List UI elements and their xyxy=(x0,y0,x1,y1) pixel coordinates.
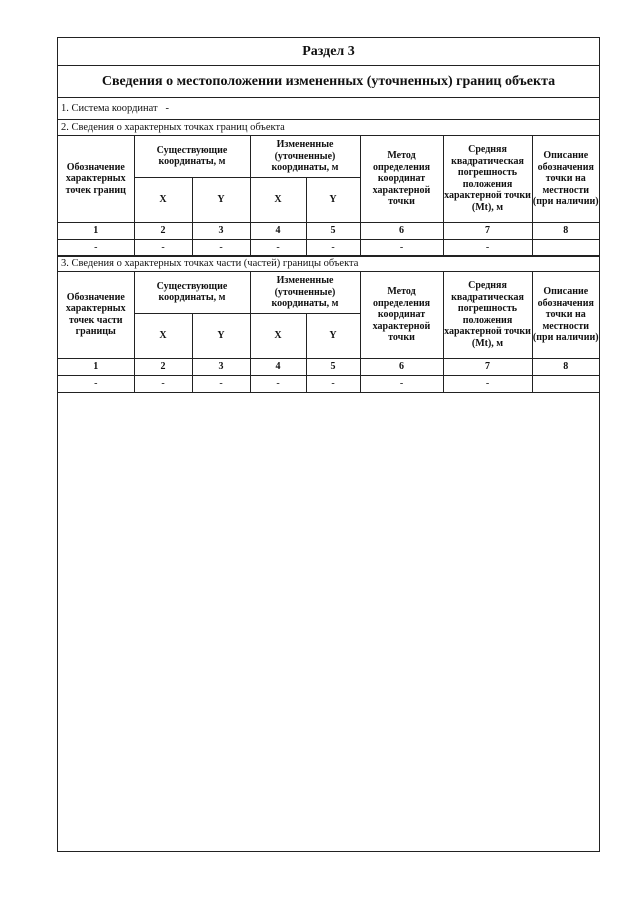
changed-x-header: X xyxy=(250,177,306,222)
table-cell: - xyxy=(360,375,443,392)
table-cell: - xyxy=(443,239,532,256)
col-description-header: Описание обозначения точки на местности (при наличии) xyxy=(532,136,599,222)
table-cell: - xyxy=(250,239,306,256)
table-cell: - xyxy=(134,239,192,256)
table-cell xyxy=(532,239,599,256)
section2-table xyxy=(58,136,599,257)
col-method-header: Метод определения координат характерной точки xyxy=(360,272,443,358)
changed-y-header: Y xyxy=(306,313,360,358)
table-cell: - xyxy=(192,239,250,256)
column-number: 8 xyxy=(532,358,599,375)
table-row xyxy=(58,239,599,256)
existing-y-header: Y xyxy=(192,313,250,358)
section3-title: 3. Сведения о характерных точках части (частей) границы объекта xyxy=(58,255,599,272)
column-number: 4 xyxy=(250,358,306,375)
column-numbers-row xyxy=(58,222,599,239)
changed-x-header: X xyxy=(250,313,306,358)
column-number: 8 xyxy=(532,222,599,239)
column-number: 1 xyxy=(58,222,134,239)
section-title: Раздел 3 xyxy=(58,38,599,66)
column-number: 6 xyxy=(360,222,443,239)
coordinate-system-value: - xyxy=(165,103,170,114)
section3-table xyxy=(58,272,599,393)
column-number: 7 xyxy=(443,358,532,375)
column-number: 3 xyxy=(192,358,250,375)
table-cell: - xyxy=(306,375,360,392)
col-changed-header: Измененные (уточненные) координаты, м xyxy=(250,136,360,177)
column-number: 5 xyxy=(306,222,360,239)
table-cell: - xyxy=(58,375,134,392)
col-description-header: Описание обозначения точки на местности (при наличии) xyxy=(532,272,599,358)
col-existing-header: Существующие координаты, м xyxy=(134,272,250,313)
table-row xyxy=(58,375,599,392)
section2-title: 2. Сведения о характерных точках границ объекта xyxy=(58,120,599,136)
col-accuracy-header: Средняя квадратическая погрешность положения характерной точки (Mt), м xyxy=(443,272,532,358)
col-point-header: Обозначение характерных точек части границы xyxy=(58,272,134,358)
col-changed-header: Измененные (уточненные) координаты, м xyxy=(250,272,360,313)
coordinate-system-label: 1. Система координат xyxy=(61,103,158,114)
table-cell: - xyxy=(192,375,250,392)
table-cell: - xyxy=(58,239,134,256)
table-cell: - xyxy=(306,239,360,256)
existing-y-header: Y xyxy=(192,177,250,222)
table-cell: - xyxy=(250,375,306,392)
column-number: 2 xyxy=(134,358,192,375)
table-cell: - xyxy=(443,375,532,392)
table-cell: - xyxy=(134,375,192,392)
col-accuracy-header: Средняя квадратическая погрешность положения характерной точки (Mt), м xyxy=(443,136,532,222)
table-cell xyxy=(532,375,599,392)
col-existing-header: Существующие координаты, м xyxy=(134,136,250,177)
column-number: 5 xyxy=(306,358,360,375)
column-number: 7 xyxy=(443,222,532,239)
column-numbers-row xyxy=(58,358,599,375)
column-number: 4 xyxy=(250,222,306,239)
changed-y-header: Y xyxy=(306,177,360,222)
col-point-header: Обозначение характерных точек границ xyxy=(58,136,134,222)
column-number: 1 xyxy=(58,358,134,375)
document-title: Сведения о местоположении измененных (уточненных) границ объекта xyxy=(58,66,599,98)
existing-x-header: X xyxy=(134,177,192,222)
table-cell: - xyxy=(360,239,443,256)
col-method-header: Метод определения координат характерной точки xyxy=(360,136,443,222)
column-number: 3 xyxy=(192,222,250,239)
column-number: 6 xyxy=(360,358,443,375)
column-number: 2 xyxy=(134,222,192,239)
existing-x-header: X xyxy=(134,313,192,358)
coordinate-system-row xyxy=(58,98,599,120)
document-frame xyxy=(57,37,600,852)
